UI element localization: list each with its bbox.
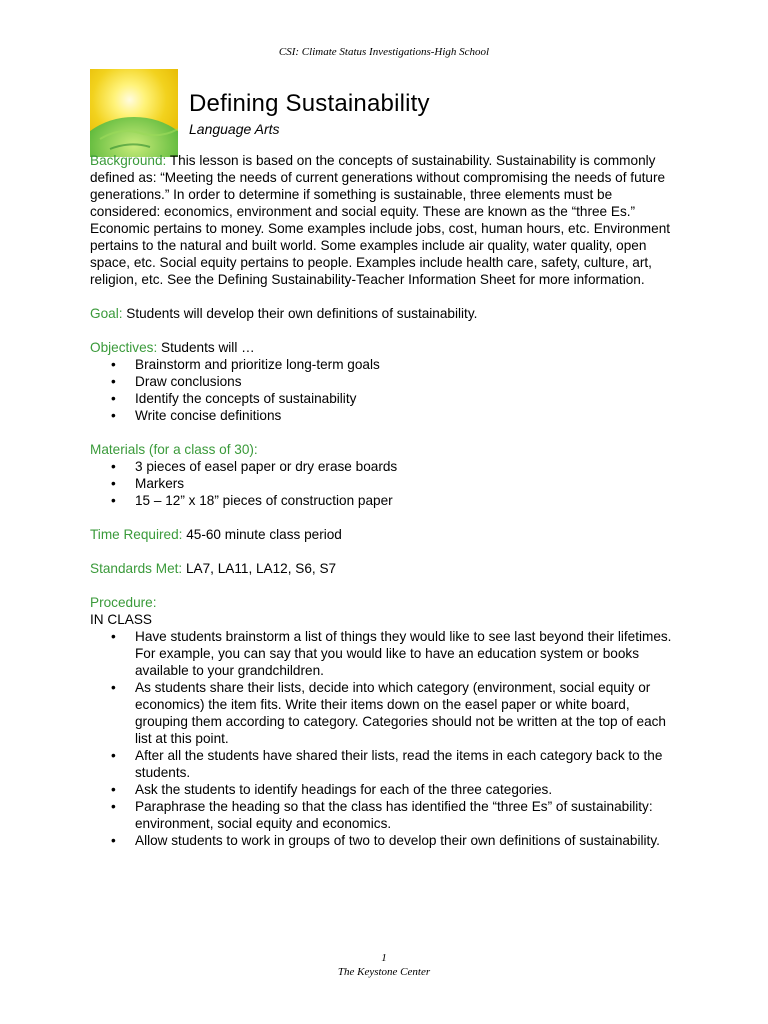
list-item: • Brainstorm and prioritize long-term goals (135, 356, 680, 373)
background-label: Background: (90, 153, 167, 168)
materials-list (90, 458, 680, 509)
procedure-sublabel: IN CLASS (90, 612, 152, 627)
list-item: • 15 – 12” x 18” pieces of construction paper (135, 492, 680, 509)
objectives-heading (90, 339, 680, 356)
goal-section (90, 305, 680, 322)
list-item: • Allow students to work in groups of two to develop their own definitions of sustainability. (135, 832, 680, 849)
list-item: • Identify the concepts of sustainability (135, 390, 680, 407)
time-required-section (90, 526, 680, 543)
objectives-intro: Students will … (157, 340, 255, 355)
goal-text: Students will develop their own definitions of sustainability. (122, 306, 478, 321)
list-item: • 3 pieces of easel paper or dry erase boards (135, 458, 680, 475)
time-required-text: 45-60 minute class period (182, 527, 342, 542)
list-item: • Ask the students to identify headings for each of the three categories. (135, 781, 680, 798)
page-footer (0, 951, 768, 979)
page-title: Defining Sustainability (189, 90, 430, 117)
objectives-list (90, 356, 680, 424)
standards-label: Standards Met: (90, 561, 183, 576)
list-item: • Draw conclusions (135, 373, 680, 390)
goal-label: Goal: (90, 306, 123, 321)
list-item: • Have students brainstorm a list of things they would like to see last beyond their lifetimes. For example, you can say that you would like to have an education system or books available to your grandchildren. (135, 628, 680, 679)
lesson-content (90, 152, 680, 866)
materials-label: Materials (for a class of 30): (90, 442, 258, 457)
procedure-label: Procedure: (90, 595, 157, 610)
list-item: • Markers (135, 475, 680, 492)
list-item: • As students share their lists, decide into which category (environment, social equity or economics) the item fits. Write their items down on the easel paper or white board, grouping them according to category. Categories should not be written at the top of each list at this point. (135, 679, 680, 747)
time-required-label: Time Required: (90, 527, 183, 542)
standards-text: LA7, LA11, LA12, S6, S7 (182, 561, 337, 576)
standards-section (90, 560, 680, 577)
background-section (90, 152, 680, 288)
footer-organization: The Keystone Center (337, 966, 431, 978)
procedure-list (90, 628, 680, 849)
background-text: This lesson is based on the concepts of sustainability. Sustainability is commonly defined as: “Meeting the needs of current generations without compromising the needs of future generations.” In order to determine if something is sustainable, three elements must be considered: economics, environment and social equity. These are known as the “three Es.” Economic pertains to money. Some examples include jobs, cost, human hours, etc. Environment pertains to the natural and built world. Some examples include air quality, water quality, open space, etc. Social equity pertains to people. Examples include health care, safety, culture, art, religion, etc. See the Defining Sustainability-Teacher Information Sheet for more information. (90, 153, 671, 287)
page-subtitle: Language Arts (189, 121, 280, 137)
list-item: • After all the students have shared their lists, read the items in each category back to the students. (135, 747, 680, 781)
list-item: • Write concise definitions (135, 407, 680, 424)
sun-globe-logo (90, 69, 178, 157)
list-item: • Paraphrase the heading so that the class has identified the “three Es” of sustainability: environment, social equity and economics. (135, 798, 680, 832)
page-number: 1 (381, 952, 387, 964)
running-header: CSI: Climate Status Investigations-High School (278, 46, 490, 58)
objectives-label: Objectives: (90, 340, 158, 355)
